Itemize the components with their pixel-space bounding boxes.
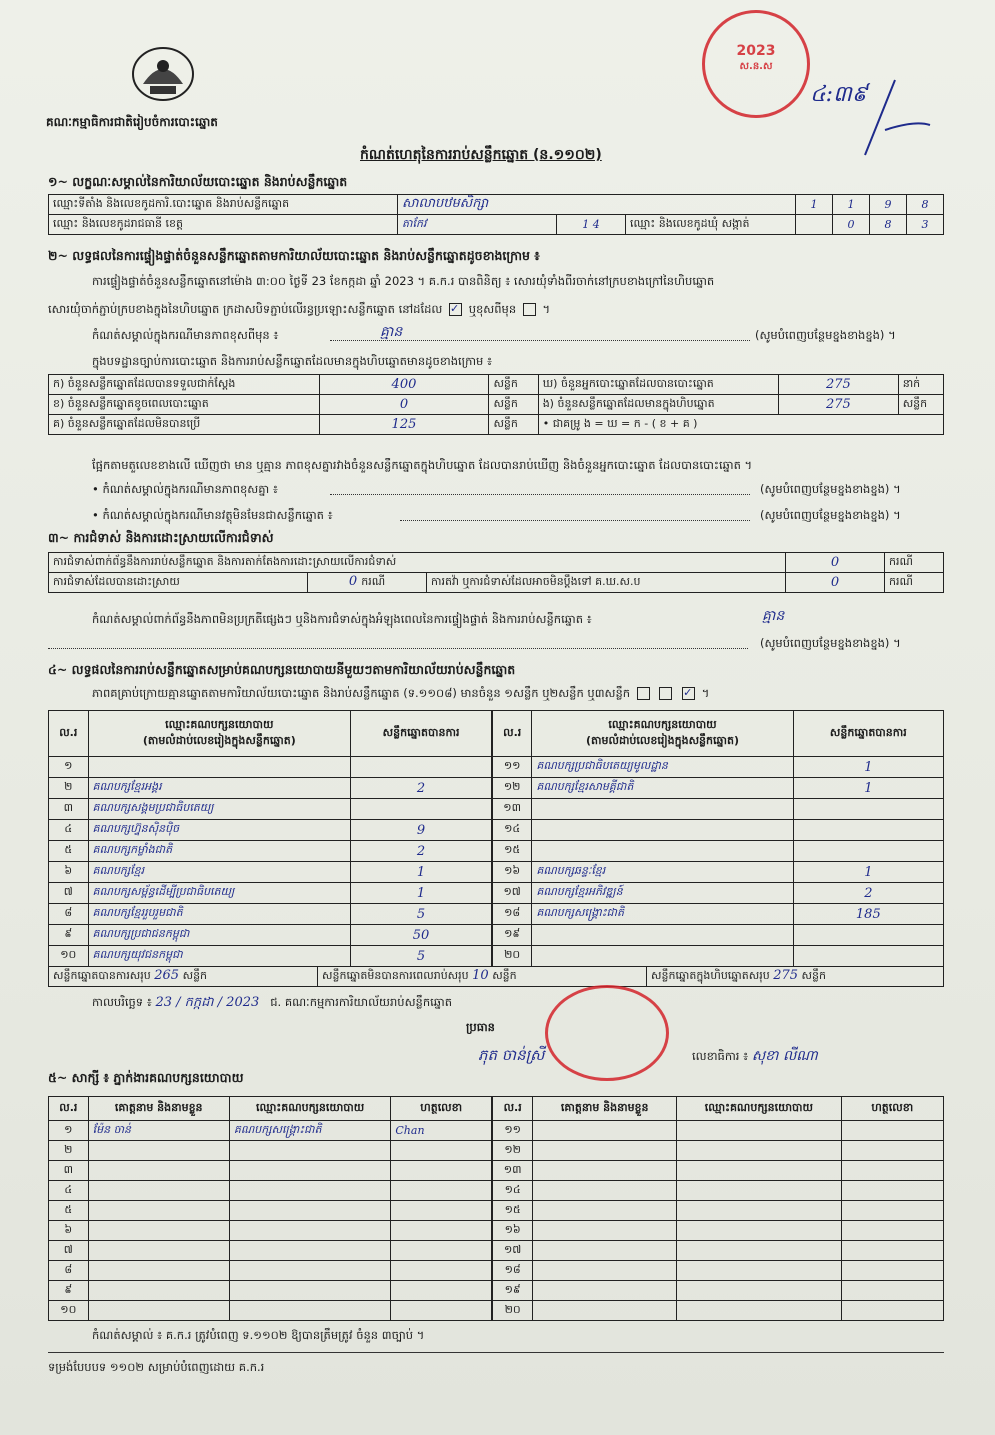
row-number: ១៣: [493, 1161, 533, 1181]
witness-signature: [391, 1261, 492, 1281]
row-number: ៦: [49, 862, 89, 883]
witness-signature: [391, 1201, 492, 1221]
result-row: [493, 883, 944, 904]
secretary-name: សុខា លីណា: [751, 1048, 818, 1064]
sheet-count-checkbox[interactable]: [637, 687, 650, 700]
row-number: ១៣: [493, 799, 532, 820]
witness-row: [493, 1121, 944, 1141]
party-name: គណបក្សប្រជាធិបតេយ្យមូលដ្ឋាន: [532, 757, 793, 778]
row-number: ១៧: [493, 883, 532, 904]
witness-name: [533, 1201, 677, 1221]
row-number: ១០: [49, 946, 89, 967]
witness-table-right: [492, 1096, 944, 1321]
witness-party: [229, 1201, 391, 1221]
witness-party: [677, 1221, 841, 1241]
result-row: [49, 778, 492, 799]
witness-name: [88, 1301, 229, 1321]
section5-title: ៥~ សាក្សី ៖ ភ្នាក់ងារគណបក្សនយោបាយ: [48, 1070, 244, 1085]
result-row: [49, 904, 492, 925]
location-code-digit: 9: [870, 195, 907, 215]
party-votes: 2: [351, 778, 492, 799]
row-number: ២០: [493, 946, 532, 967]
witness-party: [229, 1241, 391, 1261]
witness-name: [533, 1121, 677, 1141]
party-votes: [793, 946, 943, 967]
party-name: គណបក្សឆន្ទៈខ្មែរ: [532, 862, 793, 883]
row-number: ១៦: [493, 862, 532, 883]
note-label: កំណត់សម្គាល់ក្នុងករណីមានភាពខុសពីមុន ៖: [92, 328, 279, 342]
appeal-unit: ករណី: [885, 573, 944, 593]
count-label: ក) ចំនួនសន្លឹកឆ្នោតដែលបានទទួលជាក់ស្តែង: [49, 375, 320, 395]
count-unit: សន្លឹក: [489, 395, 538, 415]
result-row: [49, 757, 492, 778]
count-unit: សន្លឹក: [898, 395, 943, 415]
result-row: [49, 925, 492, 946]
col-party-header: ឈ្មោះគណបក្សនយោបាយ: [229, 1097, 391, 1121]
witness-row: [493, 1301, 944, 1321]
stamp-code: ស.ន.ស: [739, 61, 773, 72]
witness-party: [677, 1161, 841, 1181]
date-line: កាលបរិច្ឆេទ ៖ 23 / កក្កដា / 2023 ជ. គណៈកម្មការការិយាល័យរាប់សន្លឹកឆ្នោត: [92, 995, 453, 1010]
sheet-count-checkbox-checked[interactable]: ✓: [682, 687, 695, 700]
row-number: ៦: [49, 1221, 89, 1241]
commune-code-digit: 8: [870, 215, 907, 235]
section4-title: ៤~ លទ្ធផលនៃការរាប់សន្លឹកឆ្នោតសម្រាប់គណបក្សនយោបាយនីមួយៗតាមការិយាល័យរាប់សន្លឹកឆ្នោត: [48, 662, 516, 677]
appeal-label: ការតវ៉ា ឬការជំទាស់ដែលអាចមិនប្តឹងទៅ គ.ឃ.ស.ប: [427, 573, 786, 593]
party-name: គណបក្សខ្មែរសាមគ្គីជាតិ: [532, 778, 793, 799]
official-stamp-top: [702, 10, 810, 118]
result-row: [49, 820, 492, 841]
row-number: ១៨: [493, 1261, 533, 1281]
witness-row: [493, 1201, 944, 1221]
witness-party: [229, 1181, 391, 1201]
row-number: ៩: [49, 1281, 89, 1301]
objection-note: កំណត់សម្គាល់ពាក់ព័ន្ធនឹងភាពមិនប្រក្រតីផ្សេងៗ ឬនិងការជំទាស់ក្នុងអំឡុងពេលនៃការផ្ទៀងផ្ទាត់ និងការរាប់សន្លឹកឆ្នោត ៖: [92, 612, 592, 626]
party-name: គណបក្សប្រជាជនកម្ពុជា: [88, 925, 351, 946]
witness-party: [677, 1141, 841, 1161]
count-formula: • ជាគម្រូ ង = ឃ = ក - ( ខ + គ ): [538, 415, 943, 435]
row-number: ១២: [493, 1141, 533, 1161]
witness-party: [677, 1181, 841, 1201]
party-votes: 1: [793, 862, 943, 883]
witness-row: [49, 1201, 492, 1221]
witness-signature: [841, 1201, 943, 1221]
bullet-discrepancy: • កំណត់សម្គាល់ក្នុងករណីមានភាពខុសគ្នា ៖: [92, 482, 278, 496]
party-name: គណបក្សខ្មែរអភិវឌ្ឍន៍: [532, 883, 793, 904]
date-value: 23 / កក្កដា / 2023: [155, 995, 260, 1010]
count-value: 400: [319, 375, 489, 395]
row-number: ២០: [493, 1301, 533, 1321]
witness-row: [493, 1241, 944, 1261]
stamp-date: 2023: [736, 43, 776, 59]
row-number: ១៤: [493, 1181, 533, 1201]
col-votes-header: សន្លឹកឆ្នោតបានការ: [793, 711, 943, 757]
witness-name: [533, 1181, 677, 1201]
row-number: ៧: [49, 883, 89, 904]
witness-name: [88, 1241, 229, 1261]
compare-text: ផ្អែកតាមតួលេខខាងលើ ឃើញថា មាន ឬគ្មាន ភាពខុសគ្នារវាងចំនួនសន្លឹកឆ្នោតក្នុងហិបឆ្នោត ដែលបានរាប់ឃើញ និងចំនួនអ្នកបោះឆ្នោត ដែលបានបោះឆ្នោត ។: [92, 458, 753, 472]
count-unit: សន្លឹក: [489, 375, 538, 395]
witness-signature: [841, 1241, 943, 1261]
party-votes: [351, 757, 492, 778]
witness-name: [88, 1201, 229, 1221]
objection-unit: ករណី: [885, 553, 944, 573]
col-no-header: ល.រ: [49, 711, 89, 757]
count-row: [49, 375, 944, 395]
row-number: ១០: [49, 1301, 89, 1321]
witness-party: [229, 1281, 391, 1301]
appeal-count: 0: [786, 573, 885, 593]
row-number: ១: [49, 1121, 89, 1141]
row-number: ១: [49, 757, 89, 778]
party-votes: 5: [351, 904, 492, 925]
commune-code-digit: 0: [833, 215, 870, 235]
result-row: [493, 778, 944, 799]
location-code-digit: 1: [833, 195, 870, 215]
party-name: [532, 841, 793, 862]
result-row: [49, 883, 492, 904]
col-name-header: គោត្តនាម និងនាមខ្លួន: [533, 1097, 677, 1121]
witness-signature: [391, 1241, 492, 1261]
party-votes: [793, 925, 943, 946]
witness-signature: [391, 1161, 492, 1181]
row-number: ៨: [49, 1261, 89, 1281]
witness-name: [533, 1241, 677, 1261]
result-row: [49, 946, 492, 967]
result-row: [49, 862, 492, 883]
official-stamp-bottom: [545, 985, 669, 1081]
party-votes: 2: [793, 883, 943, 904]
row-number: ២: [49, 778, 89, 799]
col-name-header: គោត្តនាម និងនាមខ្លួន: [88, 1097, 229, 1121]
row-number: ៧: [49, 1241, 89, 1261]
witness-signature: [841, 1221, 943, 1241]
witness-name: [533, 1281, 677, 1301]
footer-rule: [48, 1352, 944, 1353]
total-invalid: សន្លឹកឆ្នោតមិនបានការពេលរាប់សរុប 10 សន្លឹក: [318, 967, 647, 987]
witness-row: [49, 1161, 492, 1181]
party-name: គណបក្សខ្មែរ: [88, 862, 351, 883]
result-row: [493, 904, 944, 925]
section2-title: ២~ លទ្ធផលនៃការផ្ទៀងផ្ទាត់ចំនួនសន្លឹកឆ្នោតតាមការិយាល័យបោះឆ្នោត និងរាប់សន្លឹកឆ្នោតដូចខាងក្រោម ៖: [48, 248, 540, 263]
witness-signature: [841, 1161, 943, 1181]
different-checkbox[interactable]: [523, 303, 536, 316]
witness-party: គណបក្សសង្គ្រោះជាតិ: [229, 1121, 391, 1141]
witness-party: [677, 1261, 841, 1281]
location-code-digit: 1: [796, 195, 833, 215]
resolved-count: 0 ករណី: [308, 573, 427, 593]
witness-row: [493, 1161, 944, 1181]
party-name: [88, 757, 351, 778]
row-number: ៣: [49, 1161, 89, 1181]
bullet-line: [330, 494, 750, 495]
party-name: គណបក្សសង្គ្រោះជាតិ: [532, 904, 793, 925]
section4-subtitle: ភាពគគ្រាប់ក្រោយគ្មានឆ្នោតតាមការិយាល័យបោះឆ្នោត និងរាប់សន្លឹកឆ្នោត (ទ.១១០៨) មានចំនួន ១សន្លឹក ឬ២សន្លឹក ឬ៣សន្លឹក ✓ ។: [92, 686, 710, 700]
col-sign-header: ហត្ថលេខា: [391, 1097, 492, 1121]
count-label: ង) ចំនួនសន្លឹកឆ្នោតដែលមានក្នុងហិបឆ្នោត: [538, 395, 778, 415]
col-sign-header: ហត្ថលេខា: [841, 1097, 943, 1121]
witness-table-left: [48, 1096, 492, 1321]
party-name: គណបក្សសម្ព័ន្ធដើម្បីប្រជាធិបតេយ្យ: [88, 883, 351, 904]
party-name: [532, 925, 793, 946]
objection-count: 0: [786, 553, 885, 573]
total-box: សន្លឹកឆ្នោតក្នុងហិបឆ្នោតសរុប 275 សន្លឹក: [647, 967, 944, 987]
witness-name: [88, 1181, 229, 1201]
party-votes: [793, 799, 943, 820]
count-label: ខ) ចំនួនសន្លឹកឆ្នោតខូចពេលបោះឆ្នោត: [49, 395, 320, 415]
party-votes: [793, 820, 943, 841]
count-row: [49, 415, 944, 435]
witness-signature: [391, 1181, 492, 1201]
row-number: ១៥: [493, 1201, 533, 1221]
witness-row: [493, 1261, 944, 1281]
row-number: ៥: [49, 841, 89, 862]
province-value: តាកែវ: [398, 215, 557, 235]
witness-name: [88, 1221, 229, 1241]
party-votes: 50: [351, 925, 492, 946]
row-number: ៩: [49, 925, 89, 946]
location-value: សាលាបឋមសិក្សា: [398, 195, 796, 215]
party-votes: 1: [793, 757, 943, 778]
party-votes: 1: [351, 862, 492, 883]
witness-signature: [391, 1301, 492, 1321]
secretary: លេខាធិការ ៖ សុខា លីណា: [692, 1048, 818, 1064]
witness-party: [229, 1141, 391, 1161]
witness-signature: [841, 1141, 943, 1161]
witness-row: [493, 1221, 944, 1241]
count-value: 275: [779, 395, 899, 415]
totals-table: [48, 966, 944, 987]
col-votes-header: សន្លឹកឆ្នោតបានការ: [351, 711, 492, 757]
witness-name: ម៉ែន ចាន់: [88, 1121, 229, 1141]
witness-row: [49, 1121, 492, 1141]
result-row: [493, 841, 944, 862]
province-code: 1 4: [557, 215, 626, 235]
province-label: ឈ្មោះ និងលេខកូដរាជធានី ខេត្ត: [49, 215, 398, 235]
objection-note-value: គ្មាន: [762, 608, 785, 624]
signature-mark-top: [855, 70, 935, 160]
resolved-label: ការជំទាស់ដែលបានដោះស្រាយ: [49, 573, 308, 593]
party-name: [532, 946, 793, 967]
result-row: [493, 862, 944, 883]
count-value: 275: [779, 375, 899, 395]
party-name: គណបក្សសង្គមប្រជាធិបតេយ្យ: [88, 799, 351, 820]
witness-row: [49, 1281, 492, 1301]
witness-name: [533, 1261, 677, 1281]
party-name: គណបក្សខ្មែរអង្គរ: [88, 778, 351, 799]
col-party-header: ឈ្មោះគណបក្សនយោបាយ: [677, 1097, 841, 1121]
witness-party: [677, 1121, 841, 1141]
results-table-right: [492, 710, 944, 967]
location-code-digit: 8: [907, 195, 944, 215]
witness-name: [533, 1141, 677, 1161]
chair-signature: ភុត ចាន់ស្រី: [478, 1046, 545, 1064]
footnote: កំណត់សម្គាល់ ៖ គ.ក.រ ត្រូវបំពេញ ទ.១១០២ ឱ្យបានត្រឹមត្រូវ ចំនួន ៣ច្បាប់ ។: [92, 1328, 425, 1342]
result-row: [49, 799, 492, 820]
verification-text-2: សោរយុំចាក់ភ្ជាប់ក្របខាងក្នុងនៃហិបឆ្នោត ក្រដាសបិទភ្ជាប់លើរន្ធប្រឡោះសន្លឹកឆ្នោត នៅដដែល ✓ ឬខុសពីមុន ។: [48, 302, 551, 316]
party-votes: [793, 841, 943, 862]
col-party-header: ឈ្មោះគណបក្សនយោបាយ (តាមលំដាប់លេខរៀងក្នុងសន្លឹកឆ្នោត): [88, 711, 351, 757]
witness-row: [49, 1241, 492, 1261]
party-name: គណបក្សហ្វ៊ុនស៊ិនប៉ិច: [88, 820, 351, 841]
col-no-header: ល.រ: [493, 1097, 533, 1121]
witness-signature: [391, 1221, 492, 1241]
count-unit: សន្លឹក: [489, 415, 538, 435]
verification-text: ការផ្ទៀងផ្ទាត់ចំនួនសន្លឹកឆ្នោតនៅម៉ោង ៣:០០ ថ្ងៃទី 23 ខែកក្កដា ឆ្នាំ 2023 ។ គ.ក.រ បានពិនិត្យ ៖ សោរយុំទាំងពីរចាក់នៅក្របខាងក្រៅនៃហិបឆ្នោត: [92, 274, 715, 288]
row-number: ១៩: [493, 1281, 533, 1301]
witness-name: [88, 1161, 229, 1181]
counts-table: [48, 374, 944, 435]
total-valid: សន្លឹកឆ្នោតបានការសរុប 265 សន្លឹក: [49, 967, 318, 987]
witness-party: [229, 1301, 391, 1321]
witness-name: [533, 1221, 677, 1241]
location-label: ឈ្មោះទីតាំង និងលេខកូដការិ.បោះឆ្នោត និងរាប់សន្លឹកឆ្នោត: [49, 195, 398, 215]
commune-label: ឈ្មោះ និងលេខកូដឃុំ សង្កាត់: [626, 215, 796, 235]
count-value: 125: [319, 415, 489, 435]
row-number: ១១: [493, 1121, 533, 1141]
commune-code-digit: 3: [907, 215, 944, 235]
party-votes: 2: [351, 841, 492, 862]
witness-row: [49, 1181, 492, 1201]
witness-name: [533, 1161, 677, 1181]
section3-title: ៣~ ការជំទាស់ និងការដោះស្រាយលើការជំទាស់: [48, 530, 274, 545]
row-number: ១១: [493, 757, 532, 778]
row-number: ២: [49, 1141, 89, 1161]
witness-party: [677, 1201, 841, 1221]
row-number: ១២: [493, 778, 532, 799]
col-no-header: ល.រ: [493, 711, 532, 757]
count-row: [49, 395, 944, 415]
footer-text: ទម្រង់បែបបទ ១១០២ សម្រាប់បំពេញដោយ គ.ក.រ: [48, 1360, 265, 1374]
row-number: ៤: [49, 820, 89, 841]
party-votes: [351, 799, 492, 820]
results-table-left: [48, 710, 492, 967]
note-value: គ្មាន: [380, 324, 403, 340]
party-votes: 5: [351, 946, 492, 967]
witness-row: [493, 1181, 944, 1201]
row-number: ១៩: [493, 925, 532, 946]
section1-title: ១~ លក្ខណៈសម្គាល់នៃការិយាល័យបោះឆ្នោត និងរាប់សន្លឹកឆ្នោត: [48, 174, 348, 189]
party-name: គណបក្សយុវជនកម្ពុជា: [88, 946, 351, 967]
witness-name: [533, 1301, 677, 1321]
result-row: [49, 841, 492, 862]
row-number: ៥: [49, 1201, 89, 1221]
sign-role: ប្រធាន: [466, 1020, 495, 1034]
witness-row: [49, 1301, 492, 1321]
party-votes: 1: [351, 883, 492, 904]
bullet-line: [400, 520, 750, 521]
count-value: 0: [319, 395, 489, 415]
count-label: ឃ) ចំនួនអ្នកបោះឆ្នោតដែលបានបោះឆ្នោត: [538, 375, 778, 395]
witness-signature: [391, 1141, 492, 1161]
witness-row: [49, 1261, 492, 1281]
objection-line: [48, 648, 748, 649]
witness-party: [229, 1161, 391, 1181]
bullet-suffix: (សូមបំពេញបន្ថែមខ្នងខាងខ្នង) ។: [760, 482, 901, 496]
note-suffix: (សូមបំពេញបន្ថែមខ្នងខាងខ្នង) ។: [755, 328, 896, 342]
sign-org: ជ. គណៈកម្មការការិយាល័យរាប់សន្លឹកឆ្នោត: [270, 995, 453, 1009]
witness-signature: Chan: [391, 1121, 492, 1141]
witness-name: [88, 1281, 229, 1301]
witness-party: [677, 1281, 841, 1301]
party-name: [532, 799, 793, 820]
result-row: [493, 925, 944, 946]
row-number: ១៨: [493, 904, 532, 925]
witness-signature: [841, 1301, 943, 1321]
row-number: ៤: [49, 1181, 89, 1201]
witness-signature: [841, 1121, 943, 1141]
section1-table: [48, 194, 944, 235]
objection-note-suffix: (សូមបំពេញបន្ថែមខ្នងខាងខ្នង) ។: [760, 636, 901, 650]
witness-row: [49, 1141, 492, 1161]
witness-party: [229, 1261, 391, 1281]
result-row: [493, 757, 944, 778]
witness-signature: [391, 1281, 492, 1301]
result-row: [493, 946, 944, 967]
witness-row: [493, 1141, 944, 1161]
col-party-header: ឈ្មោះគណបក្សនយោបាយ (តាមលំដាប់លេខរៀងក្នុងសន្លឹកឆ្នោត): [532, 711, 793, 757]
witness-name: [88, 1141, 229, 1161]
stamp-time: ៤:៣៩: [810, 82, 868, 107]
row-number: ១៥: [493, 841, 532, 862]
party-votes: 1: [793, 778, 943, 799]
counts-intro: ក្នុងបទដ្ឋានច្បាប់ការបោះឆ្នោត និងការរាប់សន្លឹកឆ្នោតដែលមានក្នុងហិបឆ្នោតមានដូចខាងក្រោម ៖: [92, 354, 493, 368]
row-number: ១៦: [493, 1221, 533, 1241]
row-number: ១៤: [493, 820, 532, 841]
witness-party: [677, 1301, 841, 1321]
witness-name: [88, 1261, 229, 1281]
witness-signature: [841, 1281, 943, 1301]
emblem-icon: [128, 44, 198, 106]
party-name: [532, 820, 793, 841]
row-number: ៣: [49, 799, 89, 820]
same-checkbox[interactable]: ✓: [449, 303, 462, 316]
committee-name: គណៈកម្មាធិការជាតិរៀបចំការបោះឆ្នោត: [46, 115, 218, 129]
party-name: គណបក្សកម្លាំងជាតិ: [88, 841, 351, 862]
bullet-foreign: • កំណត់សម្គាល់ក្នុងករណីមានវត្ថុមិនមែនជាសន្លឹកឆ្នោត ៖: [92, 508, 333, 522]
party-votes: 185: [793, 904, 943, 925]
bullet-suffix: (សូមបំពេញបន្ថែមខ្នងខាងខ្នង) ។: [760, 508, 901, 522]
count-label: គ) ចំនួនសន្លឹកឆ្នោតដែលមិនបានប្រើ: [49, 415, 320, 435]
result-row: [493, 799, 944, 820]
row-number: ៨: [49, 904, 89, 925]
witness-party: [229, 1221, 391, 1241]
witness-row: [493, 1281, 944, 1301]
result-row: [493, 820, 944, 841]
form-title: កំណត់ហេតុនៃការរាប់សន្លឹកឆ្នោត (ន.១១០២): [360, 147, 602, 163]
row-number: ១៧: [493, 1241, 533, 1261]
count-unit: នាក់: [898, 375, 943, 395]
objections-table: [48, 552, 944, 593]
objection-label: ការជំទាស់ពាក់ព័ន្ធនឹងការរាប់សន្លឹកឆ្នោត និងការតាក់តែងការដោះស្រាយលើការជំទាស់: [49, 553, 786, 573]
party-votes: 9: [351, 820, 492, 841]
witness-party: [677, 1241, 841, 1261]
witness-signature: [841, 1261, 943, 1281]
party-name: គណបក្សខ្មែររួបរួមជាតិ: [88, 904, 351, 925]
col-no-header: ល.រ: [49, 1097, 89, 1121]
witness-row: [49, 1221, 492, 1241]
witness-signature: [841, 1181, 943, 1201]
sheet-count-checkbox[interactable]: [659, 687, 672, 700]
